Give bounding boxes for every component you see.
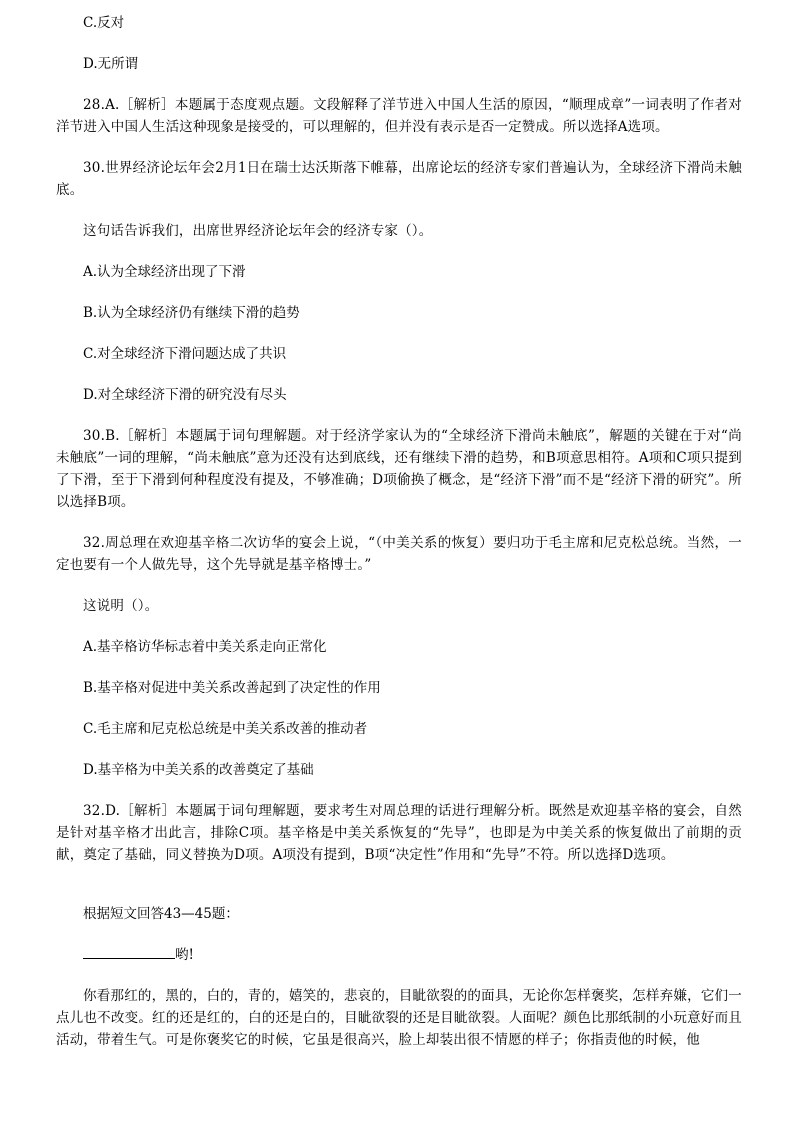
q28-option-c: C.反对 — [83, 15, 125, 31]
q30-option-d: D.对全球经济下滑的研究没有尽头 — [83, 387, 287, 403]
q30-question: 这句话告诉我们，出席世界经济论坛年会的经济专家（）。 — [83, 223, 433, 239]
passage-title-suffix: 哟! — [175, 947, 194, 963]
q32-answer-explanation: 32.D.［解析］本题属于词句理解题，要求考生对周总理的话进行理解分析。既然是欢迎基辛格的宴会，自然是针对基辛格才出此言，排除C项。基辛格是中美关系恢复的“先导”，也即是为中美关系的恢复做出了前期的贡献，奠定了基础，同义替换为D项。A项没有提到，B项“决定性”作用和“先导”不符。所以选择D选项。 — [56, 803, 742, 863]
q30-stem: 30.世界经济论坛年会2月1日在瑞士达沃斯落下帷幕，出席论坛的经济专家们普遍认为，全球经济下滑尚未触底。 — [56, 160, 742, 198]
q30-option-a: A.认为全球经济出现了下滑 — [83, 264, 246, 280]
passage-instruction: 根据短文回答43—45题： — [83, 906, 239, 922]
q28-option-d: D.无所谓 — [83, 56, 139, 72]
q32-option-b: B.基辛格对促进中美关系改善起到了决定性的作用 — [83, 680, 381, 696]
q28-answer-explanation: 28.A.［解析］本题属于态度观点题。文段解释了洋节进入中国人生活的原因，“顺理成章”一词表明了作者对洋节进入中国人生活这种现象是接受的，可以理解的，但并没有表示是否一定赞成。所以选择A选项。 — [56, 97, 742, 135]
q30-option-b: B.认为全球经济仍有继续下滑的趋势 — [83, 305, 300, 321]
q32-option-a: A.基辛格访华标志着中美关系走向正常化 — [83, 639, 327, 655]
passage-title — [56, 944, 742, 966]
q32-option-c: C.毛主席和尼克松总统是中美关系改善的推动者 — [83, 721, 368, 737]
q32-option-d: D.基辛格为中美关系的改善奠定了基础 — [83, 762, 314, 778]
section-spacer — [56, 885, 742, 903]
fill-blank-line — [83, 945, 175, 959]
passage-body: 你看那红的，黑的，白的，青的，嬉笑的，悲哀的，目眦欲裂的的面具，无论你怎样褒奖，怎样弃嫌，它们一点儿也不改变。红的还是红的，白的还是白的，目眦欲裂的还是目眦欲裂。人面呢？颜色比那纸制的小玩意好而且活动，带着生气。可是你褒奖它的时候，它虽是很高兴，脸上却装出很不情愿的样子；你指责他的时候，他 — [56, 988, 742, 1048]
q30-option-c: C.对全球经济下滑问题达成了共识 — [83, 346, 287, 362]
q32-question: 这说明（）。 — [83, 598, 159, 614]
document-page — [56, 12, 742, 1070]
q32-stem: 32.周总理在欢迎基辛格二次访华的宴会上说，“（中美关系的恢复）要归功于毛主席和尼克松总统。当然，一定也要有一个人做先导，这个先导就是基辛格博士。” — [56, 535, 742, 573]
q30-answer-explanation: 30.B.［解析］本题属于词句理解题。对于经济学家认为的“全球经济下滑尚未触底”，解题的关键在于对“尚未触底”一词的理解，“尚未触底”意为还没有达到底线，还有继续下滑的趋势，和B项意思相符。A项和C项只提到了下滑，至于下滑到何种程度没有提及，不够准确；D项偷换了概念，是“经济下滑”而不是“经济下滑的研究”。所以选择B项。 — [56, 428, 742, 510]
